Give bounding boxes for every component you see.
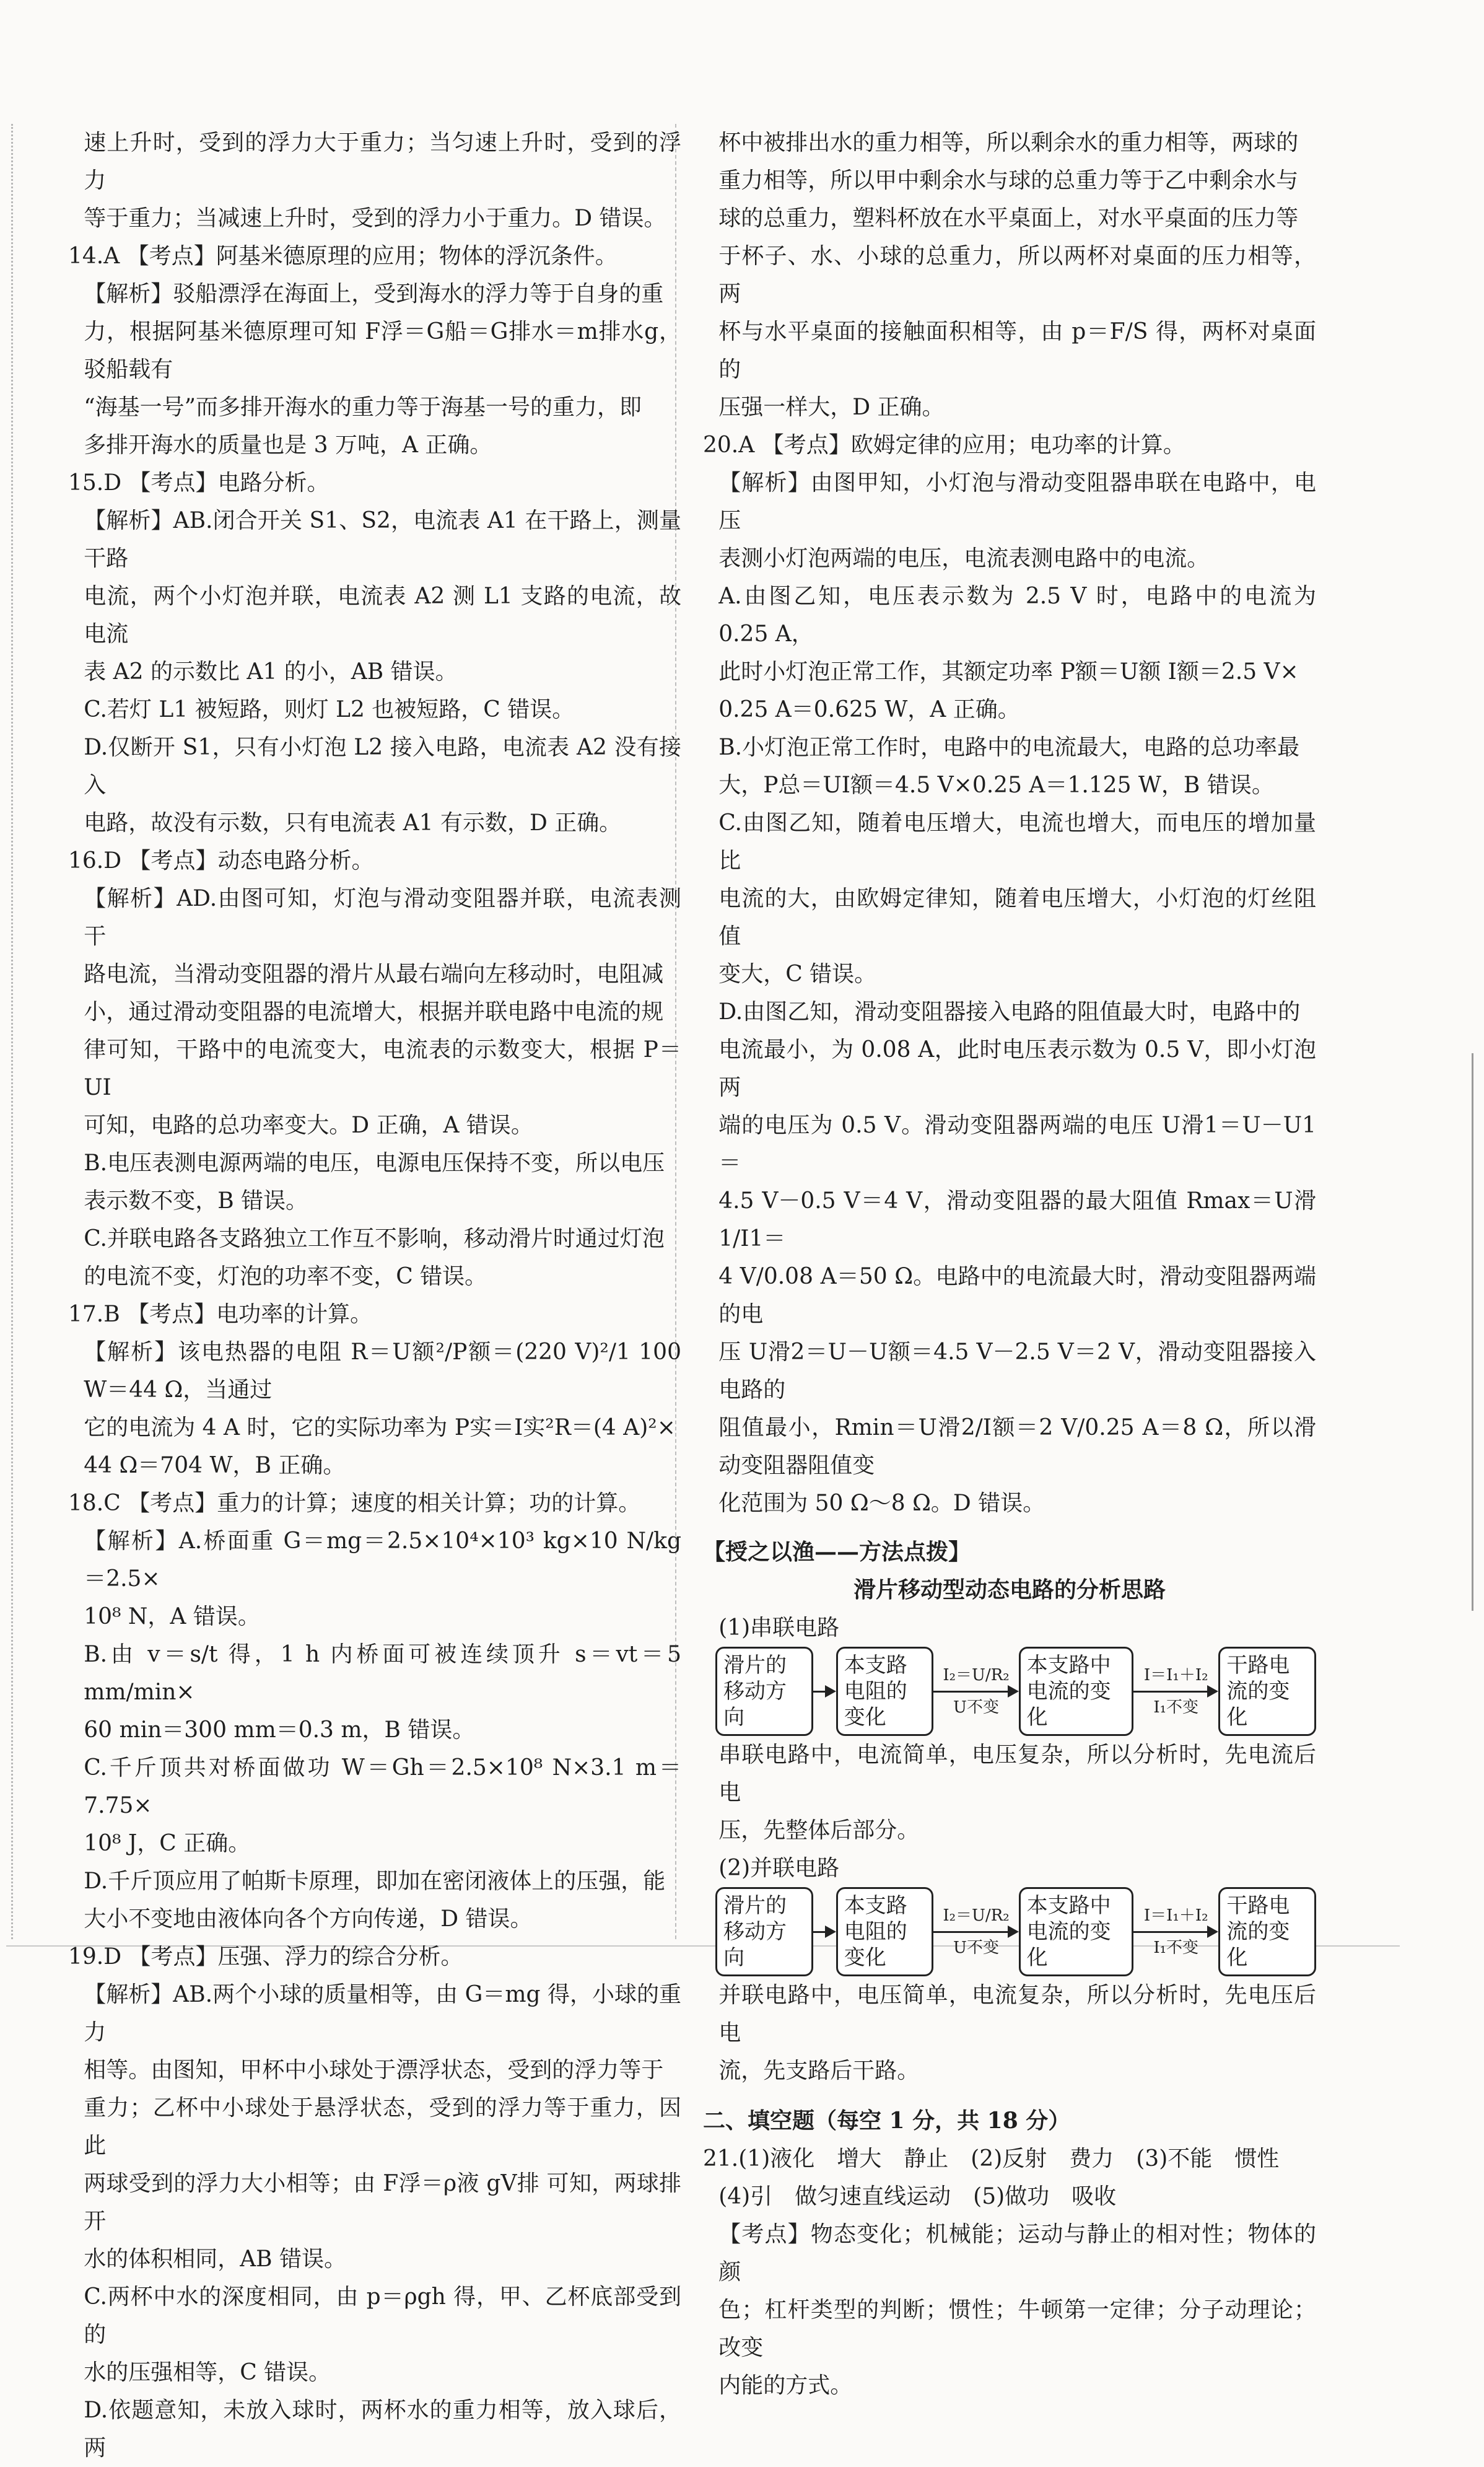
- text-line: 电路，故没有示数，只有电流表 A1 有示数，D 正确。: [84, 810, 622, 836]
- arrow-formula: I＝I₁＋I₂: [1143, 1666, 1208, 1685]
- text-line: 球的总重力，塑料杯放在水平桌面上，对水平桌面的压力等: [718, 206, 1299, 231]
- text-line: 表示数不变，B 错误。: [84, 1188, 308, 1214]
- method-tip-subtitle: 滑片移动型动态电路的分析思路: [853, 1577, 1166, 1603]
- text-line: 变大，C 错误。: [718, 962, 877, 987]
- text-line: “海基一号”而多排开海水的重力等于海基一号的重力，即: [84, 395, 642, 420]
- text-line: 小，通过滑动变阻器的电流增大，根据并联电路中电流的规: [84, 999, 664, 1025]
- text-line: 化范围为 50 Ω～8 Ω。D 错误。: [718, 1491, 1045, 1516]
- text-line: 此时小灯泡正常工作，其额定功率 P额＝U额 I额＝2.5 V×: [718, 659, 1299, 685]
- text-line: 重力相等，所以甲中剩余水与球的总重力等于乙中剩余水与: [718, 168, 1299, 193]
- text-line: 10⁸ J，C 正确。: [84, 1831, 251, 1856]
- flow-arrow: [813, 1685, 836, 1698]
- text-line: 4.5 V－0.5 V＝4 V，滑动变阻器的最大阻值 Rmax＝U滑1/I1＝: [718, 1188, 1316, 1251]
- parallel-note-2: 流，先支路后干路。: [718, 2058, 920, 2084]
- answer-heading: 17.B 【考点】电功率的计算。: [68, 1302, 373, 1327]
- flow-box-slider: 滑片的移动方向: [715, 1647, 813, 1736]
- text-line: C.两杯中水的深度相同，由 p＝ρgh 得，甲、乙杯底部受到的: [84, 2284, 681, 2347]
- series-note-1: 串联电路中，电流简单，电压复杂，所以分析时，先电流后电: [718, 1742, 1316, 1805]
- text-line: D.仅断开 S1，只有小灯泡 L2 接入电路，电流表 A2 没有接入: [84, 735, 681, 798]
- text-line: 多排开海水的质量也是 3 万吨，A 正确。: [84, 432, 492, 458]
- text-line: 电流的大，由欧姆定律知，随着电压增大，小灯泡的灯丝阻值: [718, 886, 1316, 949]
- flow-arrow-ohm: [933, 1906, 1018, 1958]
- flow-box-resistance: 本支路电阻的变化: [836, 1647, 934, 1736]
- right-column: [703, 124, 1316, 2404]
- flow-arrow-ohm: [933, 1665, 1018, 1717]
- text-line: 可知，电路的总功率变大。D 正确，A 错误。: [84, 1113, 533, 1138]
- page-edge-mark: [1472, 1053, 1473, 1611]
- text-line: 端的电压为 0.5 V。滑动变阻器两端的电压 U滑1＝U－U1＝: [718, 1113, 1316, 1176]
- text-line: 10⁸ N，A 错误。: [84, 1604, 260, 1629]
- parallel-circuit-label: (2)并联电路: [718, 1856, 840, 1881]
- flow-box-slider: 滑片的移动方向: [715, 1887, 813, 1976]
- arrow-formula: I＝I₁＋I₂: [1143, 1906, 1208, 1925]
- text-line: 律可知，干路中的电流变大，电流表的示数变大，根据 P＝UI: [84, 1037, 681, 1100]
- series-flowchart: [715, 1653, 1316, 1730]
- text-line: B.电压表测电源两端的电压，电源电压保持不变，所以电压: [84, 1150, 665, 1176]
- parallel-flowchart: [715, 1893, 1316, 1970]
- text-line: 相等。由图知，甲杯中小球处于漂浮状态，受到的浮力等于: [84, 2057, 664, 2083]
- binding-margin-line: [11, 124, 13, 1939]
- text-line: 大小不变地由液体向各个方向传递，D 错误。: [84, 1906, 533, 1932]
- text-line: 水的压强相等，C 错误。: [84, 2360, 331, 2385]
- flow-box-main-current: 干路电流的变化: [1218, 1647, 1316, 1736]
- flow-box-branch-current: 本支路中电流的变化: [1019, 1887, 1133, 1976]
- answer-heading: 19.D 【考点】压强、浮力的综合分析。: [68, 1944, 463, 1970]
- text-line: D.由图乙知，滑动变阻器接入电路的阻值最大时，电路中的: [718, 999, 1301, 1025]
- q21-answer-line-1: 21.(1)液化 增大 静止 (2)反射 费力 (3)不能 惯性: [703, 2146, 1280, 2171]
- text-line: 压强一样大，D 正确。: [718, 395, 945, 420]
- flow-arrow-sum: [1133, 1906, 1218, 1958]
- text-line: A.由图乙知，电压表示数为 2.5 V 时，电路中的电流为 0.25 A，: [718, 584, 1316, 647]
- q21-kaodian-1: 【考点】物态变化；机械能；运动与静止的相对性；物体的颜: [718, 2222, 1316, 2285]
- text-line: 【解析】AB.两个小球的质量相等，由 G＝mg 得，小球的重力: [84, 1982, 681, 2045]
- answer-heading: 18.C 【考点】重力的计算；速度的相关计算；功的计算。: [68, 1491, 641, 1516]
- text-line: C.若灯 L1 被短路，则灯 L2 也被短路，C 错误。: [84, 697, 575, 722]
- text-line: D.依题意知，未放入球时，两杯水的重力相等，放入球后，两: [84, 2398, 681, 2461]
- text-line: 力，根据阿基米德原理可知 F浮＝G船＝G排水＝m排水g，驳船载有: [84, 319, 681, 382]
- right-column-answers: [703, 124, 1316, 1522]
- flow-box-branch-current: 本支路中电流的变化: [1019, 1647, 1133, 1736]
- text-line: 大，P总＝UI额＝4.5 V×0.25 A＝1.125 W，B 错误。: [718, 773, 1274, 798]
- q21-kaodian-2: 色；杠杆类型的判断；惯性；牛顿第一定律；分子动理论；改变: [718, 2297, 1316, 2360]
- flow-box-main-current: 干路电流的变化: [1218, 1887, 1316, 1976]
- series-circuit-label: (1)串联电路: [718, 1615, 840, 1641]
- text-line: B.由 v＝s/t 得，1 h 内桥面可被连续顶升 s＝vt＝5 mm/min×: [84, 1642, 681, 1705]
- arrow-condition: I₁不变: [1153, 1939, 1199, 1957]
- text-line: 等于重力；当减速上升时，受到的浮力小于重力。D 错误。: [84, 206, 666, 231]
- text-line: 路电流，当滑动变阻器的滑片从最右端向左移动时，电阻减: [84, 962, 664, 987]
- text-line: 60 min＝300 mm＝0.3 m，B 错误。: [84, 1717, 475, 1743]
- text-line: 杯中被排出水的重力相等，所以剩余水的重力相等，两球的: [718, 130, 1299, 156]
- text-line: 速上升时，受到的浮力大于重力；当匀速上升时，受到的浮力: [84, 130, 681, 193]
- left-column: [68, 124, 681, 2467]
- text-line: 4 V/0.08 A＝50 Ω。电路中的电流最大时，滑动变阻器两端的电: [718, 1264, 1316, 1327]
- q21-kaodian-3: 内能的方式。: [718, 2373, 853, 2398]
- series-note-2: 压，先整体后部分。: [718, 1818, 920, 1843]
- text-line: 水的体积相同，AB 错误。: [84, 2246, 347, 2272]
- text-line: 表测小灯泡两端的电压，电流表测电路中的电流。: [718, 546, 1210, 571]
- answer-heading: 16.D 【考点】动态电路分析。: [68, 848, 374, 874]
- fill-in-section-title: 二、填空题（每空 1 分，共 18 分）: [703, 2108, 1071, 2134]
- arrow-condition: U不变: [953, 1698, 999, 1717]
- answer-heading: 15.D 【考点】电路分析。: [68, 470, 330, 496]
- text-line: 0.25 A＝0.625 W，A 正确。: [718, 697, 1020, 722]
- text-line: 电流，两个小灯泡并联，电流表 A2 测 L1 支路的电流，故电流: [84, 584, 681, 647]
- text-line: 两球受到的浮力大小相等；由 F浮＝ρ液 gV排 可知，两球排开: [84, 2171, 681, 2234]
- text-line: 阻值最小，Rmin＝U滑2/I额＝2 V/0.25 A＝8 Ω，所以滑动变阻器阻值变: [718, 1415, 1316, 1478]
- arrow-condition: U不变: [953, 1939, 999, 1957]
- text-line: B.小灯泡正常工作时，电路中的电流最大，电路的总功率最: [718, 735, 1300, 760]
- text-line: 重力；乙杯中小球处于悬浮状态，受到的浮力等于重力，因此: [84, 2095, 681, 2158]
- text-line: 压 U滑2＝U－U额＝4.5 V－2.5 V＝2 V，滑动变阻器接入电路的: [718, 1339, 1316, 1403]
- flow-box-resistance: 本支路电阻的变化: [836, 1887, 934, 1976]
- text-line: 【解析】AD.由图可知，灯泡与滑动变阻器并联，电流表测干: [84, 886, 681, 949]
- arrow-formula: I₂＝U/R₂: [943, 1666, 1010, 1685]
- text-line: 表 A2 的示数比 A1 的小，AB 错误。: [84, 659, 458, 685]
- text-line: C.千斤顶共对桥面做功 W＝Gh＝2.5×10⁸ N×3.1 m＝7.75×: [84, 1755, 681, 1818]
- parallel-note-1: 并联电路中，电压简单，电流复杂，所以分析时，先电压后电: [718, 1983, 1316, 2046]
- text-line: 杯与水平桌面的接触面积相等，由 p＝F/S 得，两杯对桌面的: [718, 319, 1316, 382]
- arrow-condition: I₁不变: [1153, 1698, 1199, 1717]
- answer-heading: 20.A 【考点】欧姆定律的应用；电功率的计算。: [703, 432, 1185, 458]
- text-line: 【解析】驳船漂浮在海面上，受到海水的浮力等于自身的重: [84, 281, 664, 307]
- text-line: 的电流不变，灯泡的功率不变，C 错误。: [84, 1264, 487, 1289]
- method-tip-title: 【授之以渔——方法点拨】: [703, 1539, 971, 1565]
- text-line: 于杯子、水、小球的总重力，所以两杯对桌面的压力相等，两: [718, 243, 1316, 307]
- text-line: C.由图乙知，随着电压增大，电流也增大，而电压的增加量比: [718, 810, 1316, 874]
- text-line: D.千斤顶应用了帕斯卡原理，即加在密闭液体上的压强，能: [84, 1869, 666, 1894]
- text-line: 【解析】该电热器的电阻 R＝U额²/P额＝(220 V)²/1 100 W＝44 Ω，当通过: [84, 1339, 681, 1403]
- q21-answer-line-2: (4)引 做匀速直线运动 (5)做功 吸收: [718, 2184, 1117, 2209]
- flow-arrow: [813, 1926, 836, 1938]
- text-line: C.并联电路各支路独立工作互不影响，移动滑片时通过灯泡: [84, 1226, 665, 1251]
- answer-heading: 14.A 【考点】阿基米德原理的应用；物体的浮沉条件。: [68, 243, 618, 269]
- arrow-formula: I₂＝U/R₂: [943, 1906, 1010, 1925]
- text-line: 【解析】由图甲知，小灯泡与滑动变阻器串联在电路中，电压: [718, 470, 1316, 533]
- text-line: 它的电流为 4 A 时，它的实际功率为 P实＝I实²R＝(4 A)²×: [84, 1415, 676, 1440]
- text-line: 电流最小，为 0.08 A，此时电压表示数为 0.5 V，即小灯泡两: [718, 1037, 1316, 1100]
- text-line: 【解析】A.桥面重 G＝mg＝2.5×10⁴×10³ kg×10 N/kg＝2.5×: [84, 1528, 681, 1592]
- text-line: 44 Ω＝704 W，B 正确。: [84, 1453, 346, 1478]
- flow-arrow-sum: [1133, 1665, 1218, 1717]
- text-line: 【解析】AB.闭合开关 S1、S2，电流表 A1 在干路上，测量干路: [84, 508, 681, 571]
